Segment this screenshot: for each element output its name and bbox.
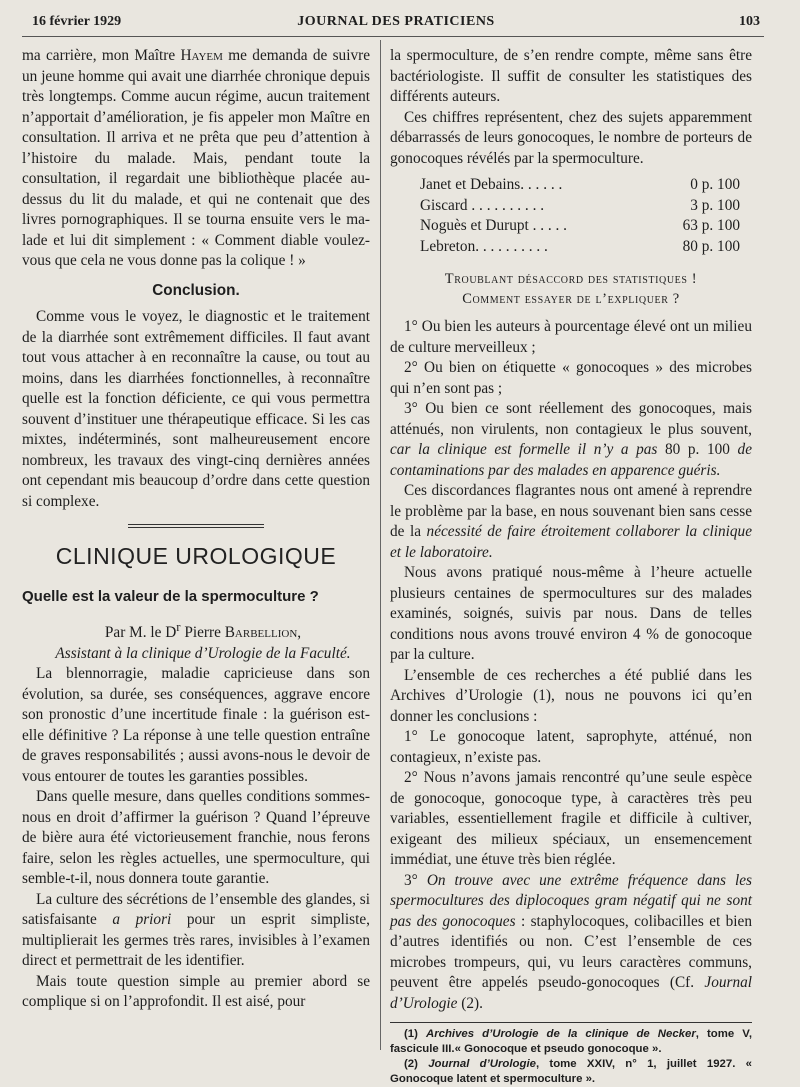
header-journal-title: JOURNAL DES PRATICIENS [297, 14, 495, 29]
right-column [390, 46, 752, 1087]
text-run: 3° [404, 871, 427, 889]
list-item: 1° Le gonocoque latent, saprophyte, atténué, non contagieux, n’existe pas. [390, 728, 752, 766]
footnote-rule [390, 1022, 752, 1023]
text-run: me demanda de suivre un jeune homme qui avait une diarrhée chronique depuis très longtemps. Comme aucun régime, aucun traitement n’apportait d’amélioration, je fis appeler mon Maître en consultation. Il arriva et ne prêta que peu d’attention à l’histoire du malade. Mais, pendant toute la consultation, il regardait une bibliothèque placée au-dessus du lit du malade, et qui ne contenait que des livres pornographiques. Il se tourna ensuite vers le malade et lui dit simplement : « Comment diable voulez-vous que cela ne vous donne pas la colique ! » [22, 47, 370, 269]
conclusion-paragraph: Comme vous le voyez, le diagnostic et le traitement de la diarrhée sont extrêmement difficiles. Il faut avant tout vous attacher à en reconnaître la cause, ou tout au moins, dans les diarrhées fonctionnelles, à reconnaître quelle est la fonction déficiente, ce qui vous permettra souvent d’instituer une thérapeutique efficace. Si les cas mixtes, indéterminés, sont malheureusement encore nombreux, les travaux des vingt-cinq dernières années ont cependant mis beaucoup d’ordre dans cette question si complexe. [22, 308, 370, 510]
paragraph: La blennorragie, maladie capricieuse dans son évolution, sa durée, ses conséquences, aggrave encore son pronostic d’une incertitude finale : la guérison est-elle définitive ? La réponse à une telle question entraîne de graves responsabilités ; aussi avons-nous le devoir de vous entourer de toutes les garanties possibles. [22, 665, 370, 785]
table-row [420, 175, 740, 196]
table-cell-author: Lebreton. . . . . . . . . . [420, 237, 548, 255]
section-divider [128, 524, 264, 528]
subheading-line: Comment essayer de l’expliquer ? [462, 291, 680, 307]
text-run: La culture des sécrétions de l’ensemble des glandes, si satisfaisante [22, 890, 370, 929]
footnote [390, 1057, 752, 1087]
italic-text: nécessité de faire étroitement collaborer la clinique et le laboratoire. [390, 523, 752, 561]
article-byline [22, 617, 370, 644]
italic-text: Journal d’Urologie [428, 1058, 536, 1070]
table-cell-value: 3 p. 100 [690, 196, 740, 214]
paragraph: Nous avons pratiqué nous-même à l’heure actuelle plusieurs centaines de spermocultures sur des malades examinés, soignés, suivis par nous. Dans de telles conditions nous avons trouvé environ 4 % de gonocoque par la culture. [390, 564, 752, 663]
text-run: , [297, 624, 302, 642]
header-rule [22, 36, 764, 37]
paragraph [390, 481, 752, 563]
statistics-table [420, 175, 740, 257]
table-cell-author: Janet et Debains. . . . . . [420, 176, 563, 193]
paragraph: Dans quelle mesure, dans quelles conditions sommes-nous en droit d’affirmer la guérison ? Quand l’épreuve de bière aura été victorieusement franchie, nous ferons faire, selon les règles actuelles, une spermoculture, qui semble-t-il, nous donnera toute garantie. [22, 788, 370, 888]
footnote-number: (1) [404, 1028, 426, 1040]
paragraph [22, 46, 370, 272]
italic-text: Archives d’Urologie de la clinique de Necker [425, 1028, 696, 1040]
paragraph: Mais toute question simple au premier abord se complique si on l’approfondit. Il est aisé, pour [22, 972, 370, 1011]
italic-text: On trouve avec une extrême fréquence dans les spermocultures des diplocoques gram négatif qui ne sont pas des gonocoques [390, 871, 753, 930]
text-run: (2). [457, 994, 483, 1012]
italic-text: car la clinique est formelle il n’y a pas [390, 441, 658, 458]
text-run: , tome V, fascicule III.« Gonocoque et pseudo gonocoque ». [390, 1028, 752, 1055]
table-row [420, 196, 740, 217]
italic-text: Journal d’Urologie [390, 974, 752, 1012]
italic-text: de contaminations par des malades en apparence guéris. [390, 441, 752, 479]
text-run: 80 p. 100 [657, 441, 738, 458]
table-cell-author: Giscard . . . . . . . . . . [420, 196, 545, 214]
paragraph [22, 890, 370, 972]
author-name: Hayem [180, 47, 223, 64]
list-item: 1° Ou bien les auteurs à pourcentage élevé ont un milieu de culture merveilleux ; [390, 318, 752, 356]
conclusion-heading: Conclusion. [152, 281, 240, 299]
column-divider [380, 40, 381, 1050]
text-run: r [176, 620, 181, 634]
italic-text: a priori [112, 911, 172, 929]
paragraph: Ces chiffres représentent, chez des sujets apparemment débarrassés de leurs gonocoques, le nombre de porteurs de gonocoques révélés par la spermoculture. [390, 108, 752, 167]
header-page-number: 103 [739, 14, 760, 29]
list-item: 2° Ou bien on étiquette « gonocoques » des microbes qui n’en sont pas ; [390, 359, 752, 397]
article-affiliation: Assistant à la clinique d’Urologie de la Faculté. [55, 644, 351, 662]
page-header [32, 14, 760, 36]
subheading-line: Troublant désaccord des statistiques ! [444, 271, 698, 287]
list-item [390, 399, 752, 481]
left-column [22, 46, 370, 1013]
table-cell-value: 80 p. 100 [682, 237, 740, 255]
text-run: , tome XXIV, n° 1, juillet 1927. « Gonocoque latent et spermoculture ». [390, 1058, 752, 1085]
table-cell-author: Noguès et Durupt . . . . . [420, 217, 568, 234]
paragraph: la spermoculture, de s’en rendre compte, même sans être bactériologiste. Il suffit de consulter les statistiques des différents auteurs. [390, 47, 752, 105]
text-run: : staphylocoques, colibacilles et bien d’autres identifiés ou non. C’est l’ensemble de ces microbes trompeurs, qui, vu leurs caractères communs, peuvent être appelés pseudo-gonocoques (Cf. [390, 912, 752, 991]
author-surname: Barbellion [224, 624, 298, 642]
table-cell-value: 63 p. 100 [682, 217, 740, 234]
text-run: pour un esprit simpliste, multiplierait les germes très rares, invisibles à l’examen direct et permettrait de les identifier. [22, 911, 370, 970]
section-title: CLINIQUE UROLOGIQUE [55, 543, 337, 569]
table-row [420, 237, 740, 258]
text-run: 3° Ou bien ce sont réellement des gonocoques, mais atténués, non virulents, non contagieux le plus souvent, [390, 400, 752, 438]
text-run: Ces discordances flagrantes nous ont amené à reprendre le problème par la base, en nous souvenant bien sans cesse de la [390, 482, 752, 540]
footnotes [390, 1027, 752, 1087]
list-item: 2° Nous n’avons jamais rencontré qu’une seule espèce de gonocoque, gonocoque type, à caractères très peu variables, essentiellement fragile et difficile à cultiver, exigeant des milieux spéciaux, un ensemencement immédiat, une étuve très bien réglée. [390, 769, 752, 868]
paragraph: L’ensemble de ces recherches a été publié dans les Archives d’Urologie (1), nous ne pouvons ici qu’en donner les conclusions : [390, 666, 752, 725]
text-run: Par M. le D [104, 624, 177, 642]
subheading [390, 269, 752, 309]
list-item [390, 871, 752, 1015]
table-row [420, 216, 740, 237]
text-run: ma carrière, mon Maître [22, 47, 181, 64]
text-run: Pierre [180, 624, 225, 642]
footnote [390, 1027, 752, 1057]
table-cell-value: 0 p. 100 [690, 176, 740, 193]
article-title: Quelle est la valeur de la spermoculture ? [22, 587, 319, 605]
header-date: 16 février 1929 [32, 14, 122, 29]
footnote-number: (2) [404, 1058, 429, 1070]
